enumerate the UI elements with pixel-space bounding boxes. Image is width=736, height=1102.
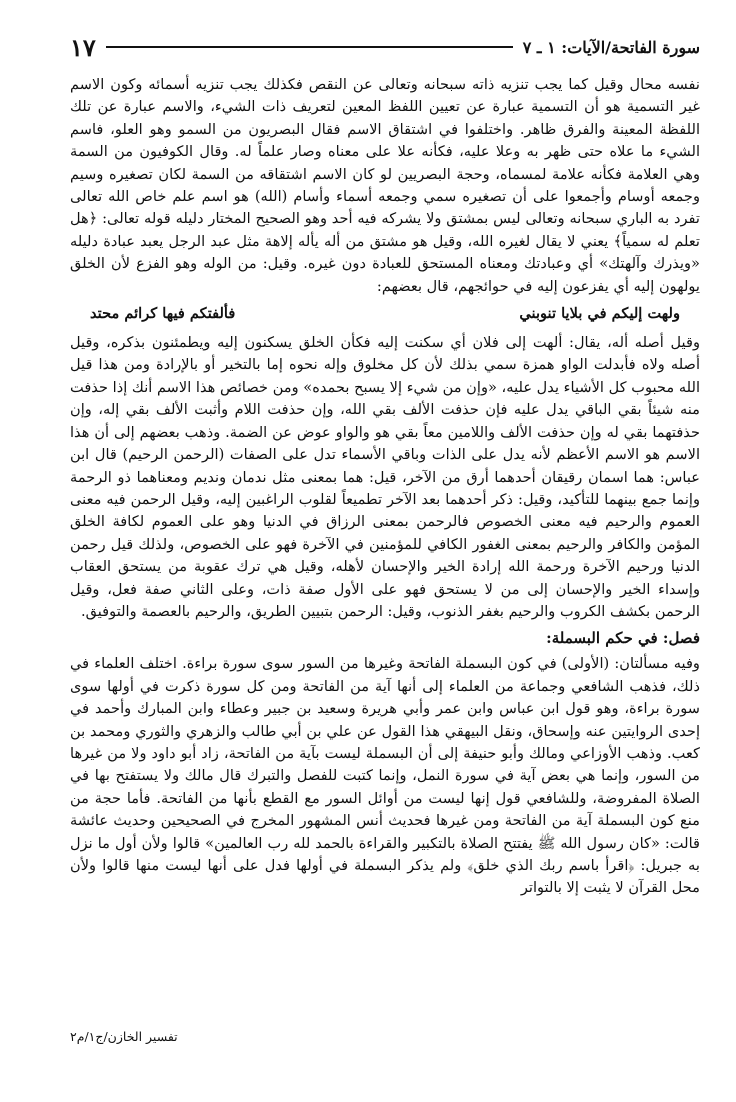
section-heading: فصل: في حكم البسملة: bbox=[546, 629, 700, 648]
poem-hemistich-left: فألفتكم فيها كرائم محتد bbox=[90, 305, 236, 323]
paragraph-2: وقيل أصله أله، يقال: ألهت إلى فلان أي سكنت إليه فكأن الخلق يسكنون إليه ويطمئنون بذكره، وقيل أصله ولاه فأبدلت الواو همزة سمي بذلك لأن كل مخلوق وإله نحوه إما بالتخير أو بالإرادة ومن هذا قيل الله محبوب كل الأشياء يدل عليه، «وإن من شيء إلا يسبح بحمده» ومن خصائص هذا الاسم أنك إذا حذفت منه شيئاً بقي الباقي يدل عليه فإن حذفت الألف بقي الله، وإن حذفت اللام وأثبت الألف بقي إله، وإن حذفتهما بقي له وإن حذفت الألف واللامين معاً بقي هو والواو عوض عن الضمة. وذهب بعضهم إلى أن هذا الاسم هو الاسم الأعظم لأنه يدل على الذات وباقي الأسماء تدل على الصفات (الرحمن الرحيم) قال ابن عباس: هما اسمان رقيقان أحدهما أرق من الآخر، قيل: هما بمعنى مثل ندمان ونديم ومعناهما ذو الرحمة وإنما جمع بينهما للتأكيد، وقيل: ذكر أحدهما بعد الآخر تطميعاً لقلوب الراغبين إليه، وقيل الرحمن فيه معنى العموم والرحيم فيه معنى الخصوص فالرحمن بمعنى الرزاق في الدنيا وهو على العموم لكافة الخلق المؤمن والكافر والرحيم بمعنى الغفور الكافي للمؤمنين في الآخرة فهو على الخصوص، ولذلك قيل رحمن الدنيا ورحيم الآخرة ورحمة الله إرادة الخير والإحسان لأهله، وقيل هي ترك عقوبة من يستحق العقاب وإسداء الخير والإحسان إلى من لا يستحق فهو على الأول صفة ذات، وعلى الثاني صفة فعل، وقيل الرحمن بكشف الكروب والرحيم بغفر الذنوب، وقيل: الرحمن بتبيين الطريق، والرحيم بالعصمة والتوفيق. bbox=[70, 334, 700, 620]
paragraph-1: نفسه محال وقيل كما يجب تنزيه ذاته سبحانه وتعالى عن النقص فكذلك يجب تنزيه أسمائه وكون الاسم غير التسمية هو أن التسمية عبارة عن تعيين اللفظ المعين لتعريف ذات الشيء، والاسم عبارة عن تلك اللفظة المعينة والفرق ظاهر. واختلفوا في اشتقاق الاسم فقال البصريون من السمو وهو العلو، فاسم الشيء ما علاه حتى ظهر به وعلا عليه، فكأنه علا على معناه وصار علماً له. وقال الكوفيون من السمة وهي العلامة فكأنه علامة لمسماه، وحجة البصريين لو كان الاسم اشتقاقه من السمة لكان تصغيره وسيم وجمعه أوسام وأجمعوا على أن تصغيره سمي وجمعه أسماء وأسام (الله) هو اسم علم خاص الله تعالى تفرد به الباري سبحانه وتعالى ليس بمشتق ولا يشركه فيه أحد وهو الصحيح المختار دليله قوله تعالى: ﴿هل تعلم له سمياً﴾ يعني لا يقال لغيره الله، وقيل هو مشتق من أله يأله إلاهة مثل عبد الرجل يعبد عبادة دليله «ويذرك وآلهتك» أي وعبادتك ومعناه المستحق للعبادة دون غيره. وقيل: من الوله وهو الفزع لأن الخلق يولهون إليه أي يفزعون إليه في حوائجهم، قال بعضهم: bbox=[70, 76, 700, 295]
page bbox=[70, 30, 700, 1080]
poem-hemistich-right: ولهت إليكم في بلايا تنوبني bbox=[519, 305, 680, 323]
body-text bbox=[70, 74, 700, 900]
page-number: ١٧ bbox=[70, 32, 96, 62]
running-title: سورة الفاتحة/الآيات: ١ ـ ٧ bbox=[522, 37, 700, 57]
header-rule bbox=[106, 46, 513, 48]
poem-verse bbox=[70, 298, 700, 332]
footer-signature: تفسير الخازن/ج١/م٢ bbox=[70, 1029, 178, 1044]
page-header bbox=[70, 30, 700, 64]
paragraph-3: وفيه مسألتان: (الأولى) في كون البسملة الفاتحة وغيرها من السور سوى سورة براءة. اختلف العلماء في ذلك، فذهب الشافعي وجماعة من العلماء إلى أنها آية من الفاتحة ومن كل سورة ذكرت في أولها سوى سورة براءة، وهو قول ابن عباس وابن عمر وأبي هريرة وسعيد بن جبير وعطاء وابن المبارك وأحمد في إحدى الروايتين عنه وإسحاق، ونقل البيهقي هذا القول عن علي بن أبي طالب والزهري والثوري ومحمد بن كعب. وذهب الأوزاعي ومالك وأبو حنيفة إلى أن البسملة ليست بآية من الفاتحة، زاد أبو داود ولا من غيرها من السور، وإنما هي بعض آية في سورة النمل، وإنما كتبت للفصل والتبرك قال مالك ولا يستفتح بها في الصلاة المفروضة، وللشافعي قول إنها ليست من أوائل السور مع القطع بأنها من الفاتحة. فأما حجة من منع كون البسملة آية من الفاتحة ومن غيرها فحديث أنس المشهور المخرج في الصحيحين وحديث عائشة قالت: «كان رسول الله ﷺ يفتتح الصلاة بالتكبير والقراءة بالحمد لله رب العالمين» قالوا ولأن أول ما نزل به جبريل: ﴿اقرأ باسم ربك الذي خلق﴾ ولم يذكر البسملة في أولها فدل على أنها ليست منها قالوا ولأن محل القرآن لا يثبت إلا بالتواتر bbox=[70, 655, 700, 897]
